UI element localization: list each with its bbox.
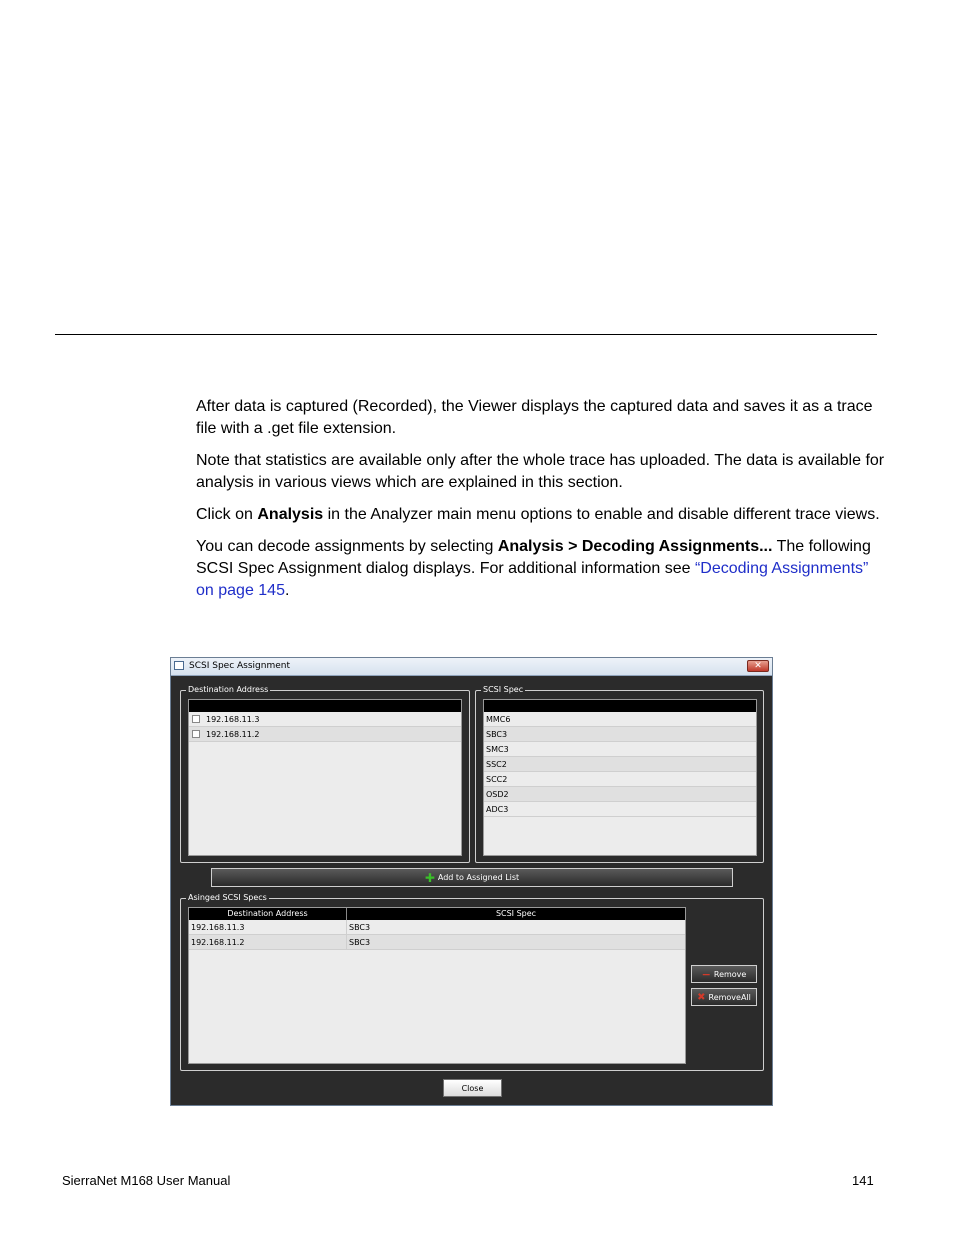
footer-manual-title: SierraNet M168 User Manual	[62, 1173, 231, 1188]
list-item[interactable]	[484, 712, 756, 727]
section-divider	[55, 334, 877, 335]
list-item[interactable]	[484, 787, 756, 802]
list-item[interactable]	[484, 757, 756, 772]
close-button[interactable]: Close	[443, 1079, 502, 1097]
table-row[interactable]	[189, 920, 685, 935]
p3-text-end: in the Analyzer main menu options to enable and disable different trace views.	[323, 506, 880, 523]
p4-bold: Analysis > Decoding Assignments...	[497, 538, 773, 555]
dialog-title: SCSI Spec Assignment	[189, 661, 290, 671]
scsi-spec-list[interactable]	[483, 699, 757, 856]
paragraph-1: After data is captured (Recorded), the Viewer displays the captured data and saves it as a trace file with a .get file extension.	[196, 398, 873, 437]
scsi-spec-group	[475, 685, 764, 863]
remove-button-label: Remove	[713, 969, 747, 979]
x-icon: ✖	[697, 991, 706, 1003]
list-item-label: SSC2	[486, 759, 507, 769]
decoding-assignments-link[interactable]: “Decoding Assignments” on page 145	[196, 560, 869, 599]
paragraph-2: Note that statistics are available only after the whole trace has uploaded. The data is available for analysis in various views which are explained in this section.	[196, 452, 885, 491]
close-icon[interactable]: ✕	[747, 660, 769, 672]
table-header	[189, 908, 685, 920]
destination-address-label: Destination Address	[188, 685, 269, 694]
p3-bold: Analysis	[257, 506, 324, 523]
list-item[interactable]	[484, 727, 756, 742]
checkbox[interactable]	[192, 730, 200, 738]
p3-text: Click on	[196, 506, 258, 523]
add-to-assigned-list-button[interactable]	[211, 868, 733, 887]
assigned-scsi-specs-label: Asinged SCSI Specs	[188, 893, 267, 902]
checkbox[interactable]	[192, 715, 200, 723]
cell-destination: 192.168.11.3	[189, 920, 347, 935]
minus-icon: −	[701, 967, 711, 981]
cell-destination: 192.168.11.2	[189, 935, 347, 950]
paragraph-3	[196, 504, 886, 526]
cell-scsi-spec: SBC3	[349, 937, 371, 947]
plus-icon: ✚	[424, 870, 435, 885]
list-item[interactable]	[484, 742, 756, 757]
cell-scsi-spec: SBC3	[349, 922, 371, 932]
add-button-label: Add to Assigned List	[437, 873, 520, 882]
p4-text: You can decode assignments by selecting	[196, 538, 498, 555]
list-item-label: OSD2	[486, 789, 509, 799]
list-item-label: MMC6	[486, 714, 511, 724]
dialog-titlebar	[171, 658, 772, 676]
app-icon	[174, 661, 184, 670]
list-item[interactable]	[189, 712, 461, 727]
scsi-spec-assignment-dialog	[170, 657, 773, 1106]
list-header	[189, 700, 461, 712]
list-item-label: SBC3	[486, 729, 508, 739]
list-item-label: 192.168.11.2	[206, 729, 260, 739]
remove-button[interactable]	[691, 965, 757, 983]
list-item-label: 192.168.11.3	[206, 714, 260, 724]
footer-page-number: 141	[852, 1173, 874, 1188]
assigned-scsi-specs-group	[180, 893, 764, 1071]
body-text	[196, 396, 886, 612]
p4-text-end: .	[284, 582, 290, 599]
destination-address-group	[180, 685, 470, 863]
list-header	[484, 700, 756, 712]
scsi-spec-label: SCSI Spec	[483, 685, 524, 694]
p4-text-mid: The following SCSI Spec Assignment dialog displays. For additional information see	[196, 538, 871, 577]
list-item-label: SCC2	[486, 774, 508, 784]
paragraph-4	[196, 536, 886, 602]
column-header-destination[interactable]: Destination Address	[189, 908, 347, 920]
column-header-scsi-spec[interactable]: SCSI Spec	[495, 909, 537, 918]
list-item[interactable]	[484, 772, 756, 787]
remove-all-button[interactable]	[691, 988, 757, 1006]
list-item-label: SMC3	[486, 744, 509, 754]
assigned-specs-table[interactable]	[188, 907, 686, 1064]
list-item[interactable]	[189, 727, 461, 742]
remove-all-button-label: RemoveAll	[708, 992, 751, 1002]
table-row[interactable]	[189, 935, 685, 950]
list-item-label: ADC3	[486, 804, 509, 814]
destination-address-list[interactable]	[188, 699, 462, 856]
list-item[interactable]	[484, 802, 756, 817]
